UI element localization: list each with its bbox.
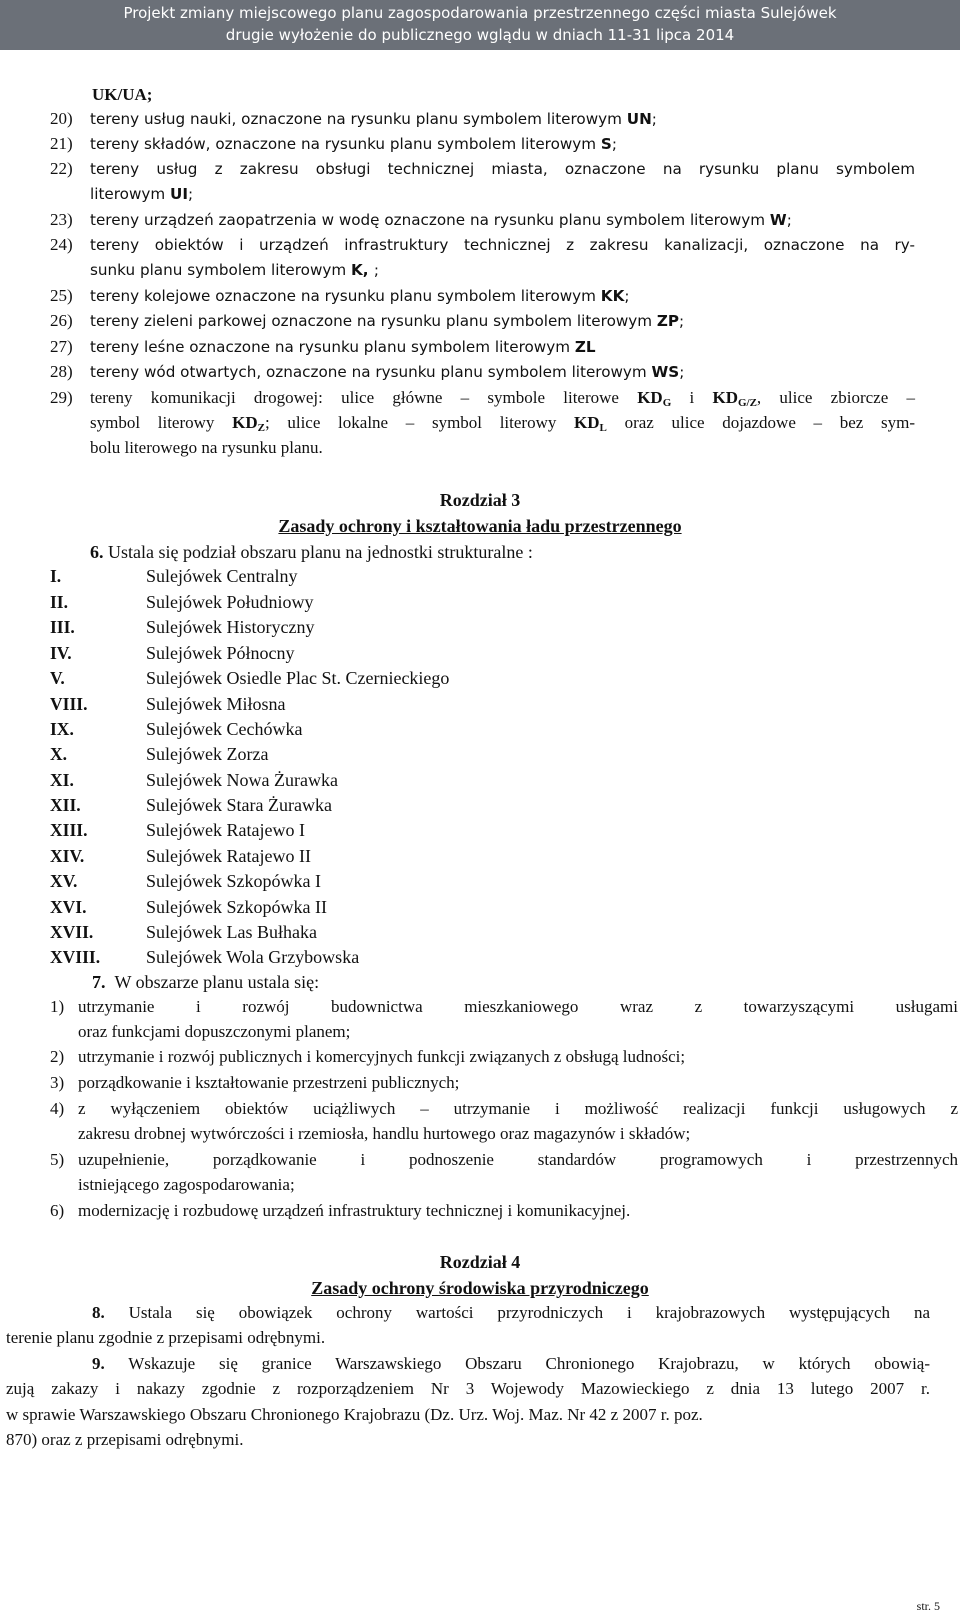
unit-number: XVI. <box>50 897 87 917</box>
list-continuation: UK/UA; <box>92 85 153 104</box>
list-item-continued: bolu literowego na rysunku planu. <box>90 438 323 457</box>
unit-name: Sulejówek Zorza <box>146 744 269 764</box>
list-number: 24) <box>50 235 73 254</box>
unit-number: VIII. <box>50 694 88 714</box>
list-item: tereny leśne oznaczone na rysunku planu symbolem literowym ZL <box>90 338 596 356</box>
unit-name: Sulejówek Centralny <box>146 566 298 586</box>
list-number: 27) <box>50 337 73 356</box>
list-number: 23) <box>50 210 73 229</box>
list-number: 22) <box>50 159 73 178</box>
header-title: Projekt zmiany miejscowego planu zagospodarowania przestrzennego części miasta Sulejówek <box>123 4 837 22</box>
unit-name: Sulejówek Wola Grzybowska <box>146 947 360 967</box>
unit-number: XVII. <box>50 922 94 942</box>
unit-name: Sulejówek Cechówka <box>146 719 303 739</box>
list-number: 25) <box>50 286 73 305</box>
chapter-3-title: Rozdział 3 <box>439 490 521 510</box>
list-item: porządkowanie i kształtowanie przestrzeni publicznych; <box>78 1073 460 1092</box>
list-item: tereny komunikacji drogowej: ulice główne – symbole literowe $KD_G$ i $KD_{G/Z}$, ulice zbiorcze – <box>90 388 915 409</box>
unit-name: Sulejówek Nowa Żurawka <box>146 770 338 790</box>
list-number: 5) <box>50 1150 65 1169</box>
list-number: 6) <box>50 1201 65 1220</box>
unit-number: XV. <box>50 871 78 891</box>
list-item: tereny usług nauki, oznaczone na rysunku planu symbolem literowym UN; <box>90 110 657 128</box>
list-item: tereny wód otwartych, oznaczone na rysunku planu symbolem literowym WS; <box>90 363 685 381</box>
list-item-continued: literowym UI; <box>90 185 194 203</box>
paragraph-9-line: w sprawie Warszawskiego Obszaru Chronionego Krajobrazu (Dz. Urz. Woj. Maz. Nr 42 z 2007 r. poz. <box>6 1405 703 1424</box>
list-number: 4) <box>50 1099 65 1118</box>
unit-number: XIII. <box>50 820 88 840</box>
list-number: 28) <box>50 362 73 381</box>
list-number: 3) <box>50 1073 65 1092</box>
list-item: tereny kolejowe oznaczone na rysunku planu symbolem literowym KK; <box>90 287 630 305</box>
list-item: tereny zieleni parkowej oznaczone na rysunku planu symbolem literowym ZP; <box>90 312 685 330</box>
page-number: str. 5 <box>916 1599 940 1613</box>
paragraph-7: 7. W obszarze planu ustala się: <box>92 972 320 992</box>
list-item: utrzymanie i rozwój publicznych i komercyjnych funkcji związanych z obsługą ludności; <box>78 1047 686 1066</box>
unit-number: III. <box>50 617 75 637</box>
list-item: tereny obiektów i urządzeń infrastruktury technicznej z zakresu kanalizacji, oznaczone na ry- <box>90 236 915 254</box>
chapter-4-subtitle: Zasady ochrony środowiska przyrodniczego <box>311 1278 649 1298</box>
unit-name: Sulejówek Szkopówka I <box>146 871 321 891</box>
list-item: uzupełnienie, porządkowanie i podnoszenie standardów programowych i przestrzennych <box>78 1150 958 1169</box>
list-number: 29) <box>50 388 73 407</box>
paragraph-6: 6. Ustala się podział obszaru planu na jednostki strukturalne : <box>90 542 533 562</box>
unit-name: Sulejówek Stara Żurawka <box>146 795 332 815</box>
list-item-continued: zakresu drobnej wytwórczości i rzemiosła, handlu hurtowego oraz magazynów i składów; <box>78 1124 691 1143</box>
unit-number: XVIII. <box>50 947 101 967</box>
paragraph-8-line: 8. Ustala się obowiązek ochrony wartości przyrodniczych i krajobrazowych występujących na <box>92 1303 930 1322</box>
list-item-continued: sunku planu symbolem literowym K, ; <box>90 261 379 279</box>
list-number: 21) <box>50 134 73 153</box>
list-number: 20) <box>50 109 73 128</box>
paragraph-9-line: zują zakazy i nakazy zgodnie z rozporządzeniem Nr 3 Wojewody Mazowieckiego z dnia 13 lutego 2007 r. <box>6 1379 930 1398</box>
document-header <box>0 0 960 50</box>
unit-name: Sulejówek Historyczny <box>146 617 315 637</box>
chapter-3-subtitle: Zasady ochrony i kształtowania ładu przestrzennego <box>278 516 682 536</box>
unit-number: I. <box>50 566 62 586</box>
unit-name: Sulejówek Miłosna <box>146 694 286 714</box>
header-subtitle: drugie wyłożenie do publicznego wglądu w dniach 11-31 lipca 2014 <box>225 26 735 44</box>
list-item-continued: istniejącego zagospodarowania; <box>78 1175 295 1194</box>
unit-number: IX. <box>50 719 74 739</box>
unit-number: XI. <box>50 770 74 790</box>
unit-number: XII. <box>50 795 81 815</box>
list-item: tereny składów, oznaczone na rysunku planu symbolem literowym S; <box>90 135 617 153</box>
paragraph-9-line: 9. Wskazuje się granice Warszawskiego Obszaru Chronionego Krajobrazu, w których obowią- <box>92 1354 930 1373</box>
unit-number: XIV. <box>50 846 85 866</box>
list-item: z wyłączeniem obiektów uciążliwych – utrzymanie i możliwość realizacji funkcji usługowych z <box>78 1099 958 1118</box>
unit-name: Sulejówek Ratajewo II <box>146 846 311 866</box>
list-number: 1) <box>50 997 65 1016</box>
list-item: modernizację i rozbudowę urządzeń infrastruktury technicznej i komunikacyjnej. <box>78 1201 631 1220</box>
list-item-continued: oraz funkcjami dopuszczonymi planem; <box>78 1022 351 1041</box>
unit-number: V. <box>50 668 65 688</box>
unit-number: X. <box>50 744 68 764</box>
list-item: tereny usług z zakresu obsługi technicznej miasta, oznaczone na rysunku planu symbolem <box>90 160 915 178</box>
unit-name: Sulejówek Południowy <box>146 592 314 612</box>
list-number: 2) <box>50 1047 65 1066</box>
list-item-continued: symbol literowy $KD_Z$; ulice lokalne – symbol literowy $KD_L$ oraz ulice dojazdowe – bez sym- <box>90 413 915 434</box>
paragraph-9-line: 870) oraz z przepisami odrębnymi. <box>6 1430 244 1449</box>
paragraph-8-line: terenie planu zgodnie z przepisami odrębnymi. <box>6 1328 326 1347</box>
unit-name: Sulejówek Północny <box>146 643 295 663</box>
unit-name: Sulejówek Las Bułhaka <box>146 922 317 942</box>
unit-name: Sulejówek Szkopówka II <box>146 897 327 917</box>
unit-name: Sulejówek Osiedle Plac St. Czernieckiego <box>146 668 450 688</box>
unit-number: IV. <box>50 643 72 663</box>
list-number: 26) <box>50 311 73 330</box>
unit-name: Sulejówek Ratajewo I <box>146 820 305 840</box>
chapter-4-title: Rozdział 4 <box>439 1252 521 1272</box>
list-item: tereny urządzeń zaopatrzenia w wodę oznaczone na rysunku planu symbolem literowym W; <box>90 211 792 229</box>
list-item: utrzymanie i rozwój budownictwa mieszkaniowego wraz z towarzyszącymi usługami <box>78 997 958 1016</box>
unit-number: II. <box>50 592 68 612</box>
